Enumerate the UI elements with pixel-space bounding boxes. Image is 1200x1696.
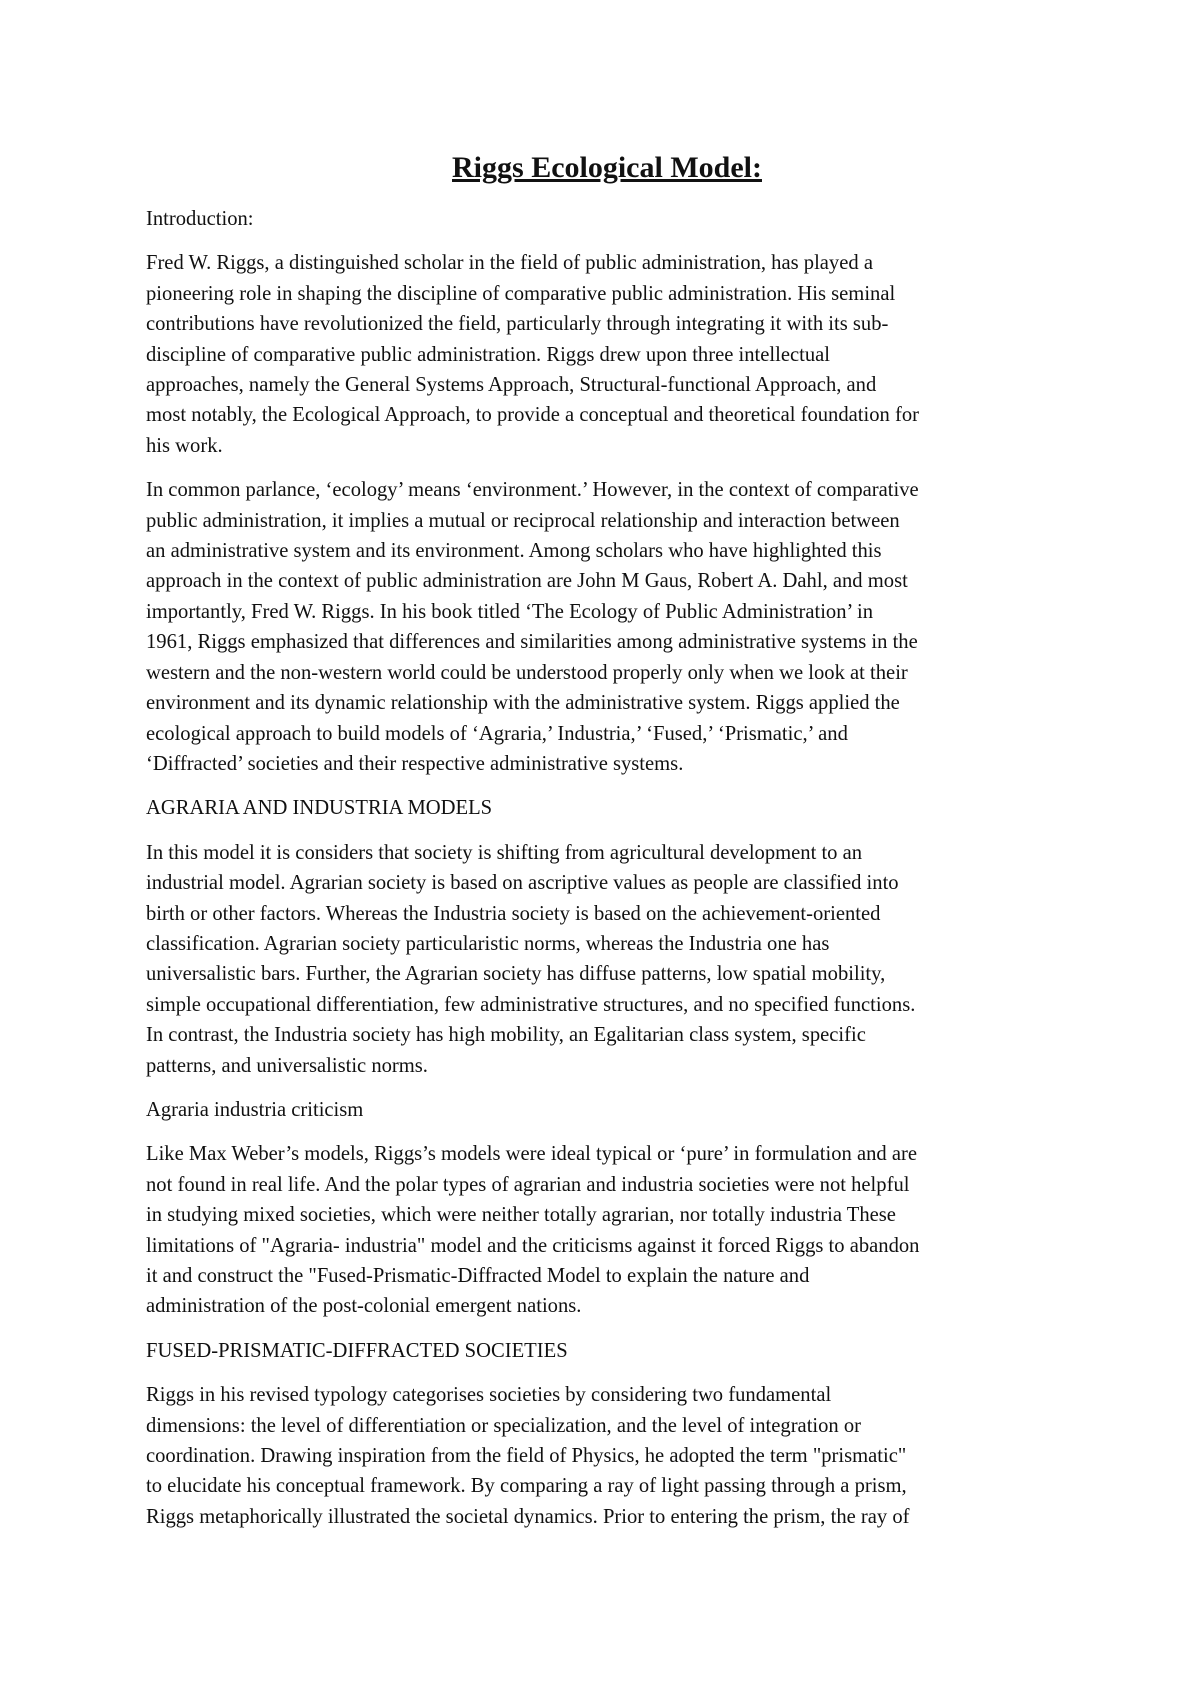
text-line: pioneering role in shaping the discipline of comparative public administration. His seminal xyxy=(146,282,896,305)
text-line: universalistic bars. Further, the Agrarian society has diffuse patterns, low spatial mobility, xyxy=(146,963,886,986)
text-line: Introduction: xyxy=(146,208,254,230)
text-line: public administration, it implies a mutual or reciprocal relationship and interaction between xyxy=(146,509,900,532)
text-line: Riggs in his revised typology categorises societies by considering two fundamental xyxy=(146,1384,832,1407)
text-line: administration of the post-colonial emergent nations. xyxy=(146,1295,582,1318)
text-line: simple occupational differentiation, few administrative structures, and no specified functions. xyxy=(146,993,916,1016)
text-line: Like Max Weber’s models, Riggs’s models were ideal typical or ‘pure’ in formulation and are xyxy=(146,1143,917,1166)
paragraph xyxy=(146,248,1068,461)
text-line: In this model it is considers that society is shifting from agricultural development to an xyxy=(146,841,863,864)
text-line: patterns, and universalistic norms. xyxy=(146,1054,428,1077)
text-line: environment and its dynamic relationship with the administrative system. Riggs applied the xyxy=(146,692,900,715)
paragraph xyxy=(146,1095,1068,1125)
paragraph xyxy=(146,1336,1068,1366)
text-line: AGRARIA AND INDUSTRIA MODELS xyxy=(146,797,493,820)
paragraph xyxy=(146,793,1068,823)
text-line: industrial model. Agrarian society is based on ascriptive values as people are classified into xyxy=(146,872,899,895)
document-title: Riggs Ecological Model: xyxy=(452,151,762,184)
text-line: ‘Diffracted’ societies and their respective administrative systems. xyxy=(146,752,684,775)
text-line: an administrative system and its environment. Among scholars who have highlighted this xyxy=(146,540,882,563)
text-line: 1961, Riggs emphasized that differences and similarities among administrative systems in the xyxy=(146,631,918,654)
text-line: discipline of comparative public administration. Riggs drew upon three intellectual xyxy=(146,343,830,366)
document-page xyxy=(146,150,1068,1546)
text-line: not found in real life. And the polar types of agrarian and industria societies were not helpful xyxy=(146,1173,910,1196)
paragraph xyxy=(146,1380,1068,1532)
text-line: classification. Agrarian society particularistic norms, whereas the Industria one has xyxy=(146,932,830,955)
paragraph xyxy=(146,475,1068,779)
text-line: Riggs metaphorically illustrated the societal dynamics. Prior to entering the prism, the ray of xyxy=(146,1505,910,1528)
paragraph xyxy=(146,838,1068,1081)
text-line: birth or other factors. Whereas the Industria society is based on the achievement-oriented xyxy=(146,902,881,925)
document-body xyxy=(146,204,1068,1532)
text-line: approaches, namely the General Systems Approach, Structural-functional Approach, and xyxy=(146,374,877,397)
text-line: importantly, Fred W. Riggs. In his book titled ‘The Ecology of Public Administration’ in xyxy=(146,600,874,623)
paragraph xyxy=(146,1139,1068,1321)
text-line: his work. xyxy=(146,434,223,457)
text-line: In contrast, the Industria society has high mobility, an Egalitarian class system, specific xyxy=(146,1024,866,1047)
text-line: western and the non-western world could be understood properly only when we look at their xyxy=(146,661,908,684)
text-line: ecological approach to build models of ‘Agraria,’ Industria,’ ‘Fused,’ ‘Prismatic,’ and xyxy=(146,722,848,745)
text-line: FUSED-PRISMATIC-DIFFRACTED SOCIETIES xyxy=(146,1339,568,1362)
text-line: In common parlance, ‘ecology’ means ‘environment.’ However, in the context of comparative xyxy=(146,479,919,502)
text-line: most notably, the Ecological Approach, to provide a conceptual and theoretical foundation for xyxy=(146,404,919,427)
text-line: Agraria industria criticism xyxy=(146,1098,364,1121)
text-line: in studying mixed societies, which were neither totally agrarian, nor totally industria These xyxy=(146,1204,896,1227)
text-line: dimensions: the level of differentiation or specialization, and the level of integration or xyxy=(146,1414,862,1437)
text-line: Fred W. Riggs, a distinguished scholar in the field of public administration, has played a xyxy=(146,252,873,275)
text-line: approach in the context of public administration are John M Gaus, Robert A. Dahl, and most xyxy=(146,570,908,593)
paragraph xyxy=(146,204,1068,234)
text-line: to elucidate his conceptual framework. By comparing a ray of light passing through a prism, xyxy=(146,1475,907,1498)
text-line: limitations of "Agraria- industria" model and the criticisms against it forced Riggs to abandon xyxy=(146,1234,920,1257)
text-line: it and construct the "Fused-Prismatic-Diffracted Model to explain the nature and xyxy=(146,1265,810,1287)
text-line: contributions have revolutionized the field, particularly through integrating it with its sub- xyxy=(146,313,889,336)
text-line: coordination. Drawing inspiration from the field of Physics, he adopted the term "prismatic" xyxy=(146,1445,907,1468)
